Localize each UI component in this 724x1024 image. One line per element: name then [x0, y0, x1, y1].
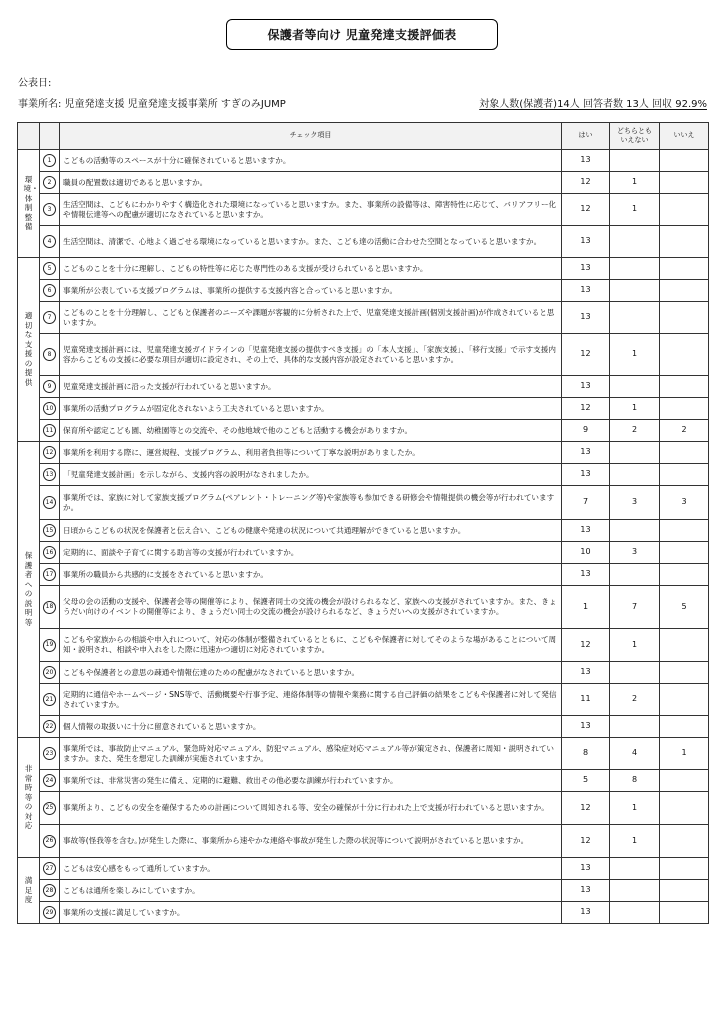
header-neither-line2: いえない: [620, 136, 649, 144]
no-count: 2: [660, 420, 709, 442]
item-number: 20: [43, 666, 56, 679]
item-number: 1: [43, 154, 56, 167]
check-item-text: こどものことを十分理解し、こどもと保護者のニーズや課題が客観的に分析された上で、児童発達支援計画(個別支援計画)が作成されていると思いますか。: [60, 302, 562, 334]
item-number: 8: [43, 348, 56, 361]
check-item-text: 事故等(怪我等を含む。)が発生した際に、事業所から速やかな連絡や事故が発生した際の状況等について説明がされていると思いますか。: [60, 825, 562, 858]
header-yes: はい: [562, 123, 610, 150]
item-number-cell: [40, 662, 60, 684]
check-item-text: 父母の会の活動の支援や、保護者会等の開催等により、保護者同士の交流の機会が設けられるなど、家族への支援がされていますか。また、きょうだい向けのイベントの開催等により、きょうだい同士の交流の機会が設けられるなど、きょうだいへの支援がされていますか。: [60, 586, 562, 629]
item-number-cell: [40, 825, 60, 858]
item-number-cell: [40, 334, 60, 376]
item-number: 11: [43, 424, 56, 437]
neither-count: [610, 376, 660, 398]
check-item-text: 定期的に通信やホームページ・SNS等で、活動概要や行事予定、連絡体制等の情報や業務に関する自己評価の結果をこどもや保護者に対して発信されていますか。: [60, 684, 562, 716]
neither-count: [610, 880, 660, 902]
table-row: [18, 858, 709, 880]
no-count: [660, 902, 709, 924]
yes-count: 12: [562, 398, 610, 420]
category-label: 満足度: [24, 876, 33, 905]
check-item-text: 職員の配置数は適切であると思いますか。: [60, 172, 562, 194]
category-cell: [18, 258, 40, 442]
neither-count: 2: [610, 420, 660, 442]
neither-count: 1: [610, 334, 660, 376]
no-count: [660, 662, 709, 684]
table-row: [18, 334, 709, 376]
item-number: 25: [43, 802, 56, 815]
no-count: [660, 564, 709, 586]
check-item-text: 事業所の支援に満足していますか。: [60, 902, 562, 924]
yes-count: 5: [562, 770, 610, 792]
table-row: [18, 258, 709, 280]
yes-count: 1: [562, 586, 610, 629]
item-number-cell: [40, 792, 60, 825]
no-count: [660, 150, 709, 172]
table-row: [18, 716, 709, 738]
neither-count: 1: [610, 629, 660, 662]
item-number: 28: [43, 884, 56, 897]
yes-count: 12: [562, 172, 610, 194]
yes-count: 13: [562, 858, 610, 880]
item-number: 18: [43, 601, 56, 614]
table-row: [18, 226, 709, 258]
neither-count: [610, 564, 660, 586]
item-number: 13: [43, 468, 56, 481]
neither-count: 3: [610, 542, 660, 564]
table-body: [18, 150, 709, 924]
check-item-text: こどもや家族からの相談や申入れについて、対応の体制が整備されているとともに、こどもや保護者に対してそのような場があることについて周知・説明され、相談や申入れをした際に迅速かつ適切に対応されていますか。: [60, 629, 562, 662]
item-number-cell: [40, 542, 60, 564]
item-number: 22: [43, 720, 56, 733]
no-count: 3: [660, 486, 709, 520]
category-label: 保護者への説明等: [24, 551, 33, 627]
table-row: [18, 770, 709, 792]
yes-count: 13: [562, 564, 610, 586]
no-count: [660, 398, 709, 420]
table-row: [18, 194, 709, 226]
no-count: [660, 825, 709, 858]
item-number: 10: [43, 402, 56, 415]
yes-count: 12: [562, 629, 610, 662]
item-number: 21: [43, 693, 56, 706]
check-item-text: 事業所の職員から共感的に支援をされていると思いますか。: [60, 564, 562, 586]
no-count: [660, 542, 709, 564]
check-item-text: 事業所の活動プログラムが固定化されないよう工夫されていると思いますか。: [60, 398, 562, 420]
item-number-cell: [40, 464, 60, 486]
item-number-cell: [40, 902, 60, 924]
category-cell: [18, 442, 40, 738]
table-row: [18, 398, 709, 420]
item-number-cell: [40, 880, 60, 902]
header-no: いいえ: [660, 123, 709, 150]
table-row: [18, 629, 709, 662]
neither-count: 1: [610, 792, 660, 825]
item-number-cell: [40, 194, 60, 226]
table-row: [18, 172, 709, 194]
neither-count: 1: [610, 194, 660, 226]
neither-count: [610, 258, 660, 280]
item-number-cell: [40, 150, 60, 172]
item-number: 26: [43, 835, 56, 848]
check-item-text: こどもの活動等のスペースが十分に確保されていると思いますか。: [60, 150, 562, 172]
table-row: [18, 442, 709, 464]
yes-count: 13: [562, 464, 610, 486]
table-header-row: [18, 123, 709, 150]
table-row: [18, 302, 709, 334]
neither-count: 8: [610, 770, 660, 792]
table-row: [18, 902, 709, 924]
yes-count: 13: [562, 150, 610, 172]
neither-count: [610, 716, 660, 738]
category-cell: [18, 150, 40, 258]
no-count: [660, 376, 709, 398]
yes-count: 13: [562, 376, 610, 398]
item-number: 7: [43, 311, 56, 324]
neither-count: 7: [610, 586, 660, 629]
item-number: 17: [43, 568, 56, 581]
table-row: [18, 662, 709, 684]
item-number: 23: [43, 747, 56, 760]
check-item-text: 事業所では、事故防止マニュアル、緊急時対応マニュアル、防犯マニュアル、感染症対応マニュアル等が策定され、保護者に周知・説明されていますか。また、発生を想定した訓練が実施されていますか。: [60, 738, 562, 770]
yes-count: 11: [562, 684, 610, 716]
table-row: [18, 150, 709, 172]
neither-count: [610, 902, 660, 924]
yes-count: 13: [562, 662, 610, 684]
check-item-text: 児童発達支援計画に沿った支援が行われていると思いますか。: [60, 376, 562, 398]
item-number-cell: [40, 258, 60, 280]
no-count: [660, 258, 709, 280]
check-item-text: 生活空間は、清潔で、心地よく過ごせる環境になっていると思いますか。また、こども達の活動に合わせた空間となっていると思いますか。: [60, 226, 562, 258]
yes-count: 13: [562, 302, 610, 334]
published-date-label: 公表日:: [18, 78, 52, 89]
no-count: [660, 880, 709, 902]
check-item-text: 事業所では、家族に対して家族支援プログラム(ペアレント・トレーニング等)や家族等も参加できる研修会や情報提供の機会等が行われていますか。: [60, 486, 562, 520]
check-item-text: 個人情報の取扱いに十分に留意されていると思いますか。: [60, 716, 562, 738]
neither-count: 1: [610, 398, 660, 420]
table-row: [18, 376, 709, 398]
item-number-cell: [40, 586, 60, 629]
neither-count: 1: [610, 172, 660, 194]
neither-count: [610, 302, 660, 334]
no-count: [660, 226, 709, 258]
office-name: 事業所名: 児童発達支援 児童発達支援事業所 すぎのみJUMP: [18, 99, 286, 110]
neither-count: 2: [610, 684, 660, 716]
item-number: 6: [43, 284, 56, 297]
table-row: [18, 586, 709, 629]
neither-count: [610, 858, 660, 880]
table-row: [18, 880, 709, 902]
item-number: 15: [43, 524, 56, 537]
item-number-cell: [40, 716, 60, 738]
neither-count: [610, 662, 660, 684]
no-count: [660, 858, 709, 880]
item-number: 16: [43, 546, 56, 559]
yes-count: 13: [562, 880, 610, 902]
table-row: [18, 280, 709, 302]
yes-count: 13: [562, 280, 610, 302]
item-number: 5: [43, 262, 56, 275]
table-row: [18, 738, 709, 770]
neither-count: 3: [610, 486, 660, 520]
category-label: 適切な支援の提供: [24, 311, 33, 387]
no-count: [660, 464, 709, 486]
item-number-cell: [40, 442, 60, 464]
yes-count: 12: [562, 334, 610, 376]
table-row: [18, 542, 709, 564]
yes-count: 13: [562, 716, 610, 738]
neither-count: 4: [610, 738, 660, 770]
no-count: [660, 334, 709, 376]
item-number: 9: [43, 380, 56, 393]
document-title-text: 保護者等向け 児童発達支援評価表: [267, 28, 457, 42]
neither-count: [610, 464, 660, 486]
item-number: 29: [43, 906, 56, 919]
check-item-text: こどものことを十分に理解し、こどもの特性等に応じた専門性のある支援が受けられていると思いますか。: [60, 258, 562, 280]
item-number-cell: [40, 770, 60, 792]
no-count: [660, 684, 709, 716]
item-number-cell: [40, 858, 60, 880]
no-count: [660, 792, 709, 825]
item-number-cell: [40, 398, 60, 420]
no-count: [660, 280, 709, 302]
yes-count: 12: [562, 792, 610, 825]
neither-count: 1: [610, 825, 660, 858]
category-cell: [18, 738, 40, 858]
item-number-cell: [40, 520, 60, 542]
check-item-text: 日頃からこどもの状況を保護者と伝え合い、こどもの健康や発達の状況について共通理解ができていると思いますか。: [60, 520, 562, 542]
no-count: [660, 629, 709, 662]
yes-count: 12: [562, 194, 610, 226]
no-count: [660, 302, 709, 334]
item-number-cell: [40, 302, 60, 334]
yes-count: 10: [562, 542, 610, 564]
table-row: [18, 420, 709, 442]
check-item-text: 事業所より、こどもの安全を確保するための計画について周知される等、安全の確保が十分に行われた上で支援が行われていると思いますか。: [60, 792, 562, 825]
item-number: 4: [43, 235, 56, 248]
item-number: 2: [43, 176, 56, 189]
item-number: 24: [43, 774, 56, 787]
item-number-cell: [40, 376, 60, 398]
response-summary: 対象人数(保護者)14人 回答者数 13人 回収 92.9%: [479, 99, 707, 110]
yes-count: 13: [562, 520, 610, 542]
yes-count: 9: [562, 420, 610, 442]
neither-count: [610, 150, 660, 172]
header-check-items: チェック項目: [60, 123, 562, 150]
check-item-text: 「児童発達支援計画」を示しながら、支援内容の説明がなされましたか。: [60, 464, 562, 486]
item-number-cell: [40, 738, 60, 770]
yes-count: 12: [562, 825, 610, 858]
neither-count: [610, 226, 660, 258]
item-number: 3: [43, 203, 56, 216]
yes-count: 13: [562, 902, 610, 924]
item-number-cell: [40, 564, 60, 586]
header-neither: [610, 123, 660, 150]
check-item-text: こどもは通所を楽しみにしていますか。: [60, 880, 562, 902]
yes-count: 8: [562, 738, 610, 770]
yes-count: 7: [562, 486, 610, 520]
table-row: [18, 825, 709, 858]
no-count: [660, 520, 709, 542]
check-item-text: こどもや保護者との意思の疎通や情報伝達のための配慮がなされていると思いますか。: [60, 662, 562, 684]
item-number-cell: [40, 420, 60, 442]
check-item-text: こどもは安心感をもって通所していますか。: [60, 858, 562, 880]
no-count: [660, 716, 709, 738]
header-category-cell: [18, 123, 40, 150]
table-row: [18, 792, 709, 825]
item-number-cell: [40, 280, 60, 302]
no-count: [660, 194, 709, 226]
no-count: [660, 770, 709, 792]
check-item-text: 生活空間は、こどもにわかりやすく構造化された環境になっていると思いますか。また、事業所の設備等は、障害特性に応じて、バリアフリー化や情報伝達等への配慮が適切になされていると思いますか。: [60, 194, 562, 226]
check-item-text: 保育所や認定こども園、幼稚園等との交流や、その他地域で他のこどもと活動する機会がありますか。: [60, 420, 562, 442]
no-count: 5: [660, 586, 709, 629]
yes-count: 13: [562, 258, 610, 280]
evaluation-table: [17, 122, 709, 924]
header-neither-line1: どちらとも: [617, 127, 652, 136]
item-number-cell: [40, 226, 60, 258]
check-item-text: 事業所では、非常災害の発生に備え、定期的に避難、救出その他必要な訓練が行われていますか。: [60, 770, 562, 792]
category-cell: [18, 858, 40, 924]
item-number-cell: [40, 629, 60, 662]
table-row: [18, 520, 709, 542]
neither-count: [610, 520, 660, 542]
item-number: 14: [43, 496, 56, 509]
check-item-text: 事業所を利用する際に、運営規程、支援プログラム、利用者負担等について丁寧な説明がありましたか。: [60, 442, 562, 464]
table-row: [18, 684, 709, 716]
check-item-text: 事業所が公表している支援プログラムは、事業所の提供する支援内容と合っていると思いますか。: [60, 280, 562, 302]
item-number: 12: [43, 446, 56, 459]
neither-count: [610, 442, 660, 464]
table-row: [18, 564, 709, 586]
no-count: [660, 442, 709, 464]
no-count: [660, 172, 709, 194]
header-number-cell: [40, 123, 60, 150]
item-number: 19: [43, 639, 56, 652]
check-item-text: 児童発達支援計画には、児童発達支援ガイドラインの「児童発達支援の提供すべき支援」の「本人支援」、「家族支援」、「移行支援」で示す支援内容からこどもの支援に必要な項目が適切に設定され、その上で、具体的な支援内容が設定されていると思いますか。: [60, 334, 562, 376]
yes-count: 13: [562, 226, 610, 258]
table-row: [18, 464, 709, 486]
item-number-cell: [40, 172, 60, 194]
category-label: 非常時等の対応: [24, 764, 33, 831]
no-count: 1: [660, 738, 709, 770]
document-title: [226, 19, 498, 50]
neither-count: [610, 280, 660, 302]
item-number-cell: [40, 486, 60, 520]
item-number: 27: [43, 862, 56, 875]
table-row: [18, 486, 709, 520]
category-label: 環境・体制整備: [23, 174, 39, 232]
yes-count: 13: [562, 442, 610, 464]
item-number-cell: [40, 684, 60, 716]
check-item-text: 定期的に、面談や子育てに関する助言等の支援が行われていますか。: [60, 542, 562, 564]
